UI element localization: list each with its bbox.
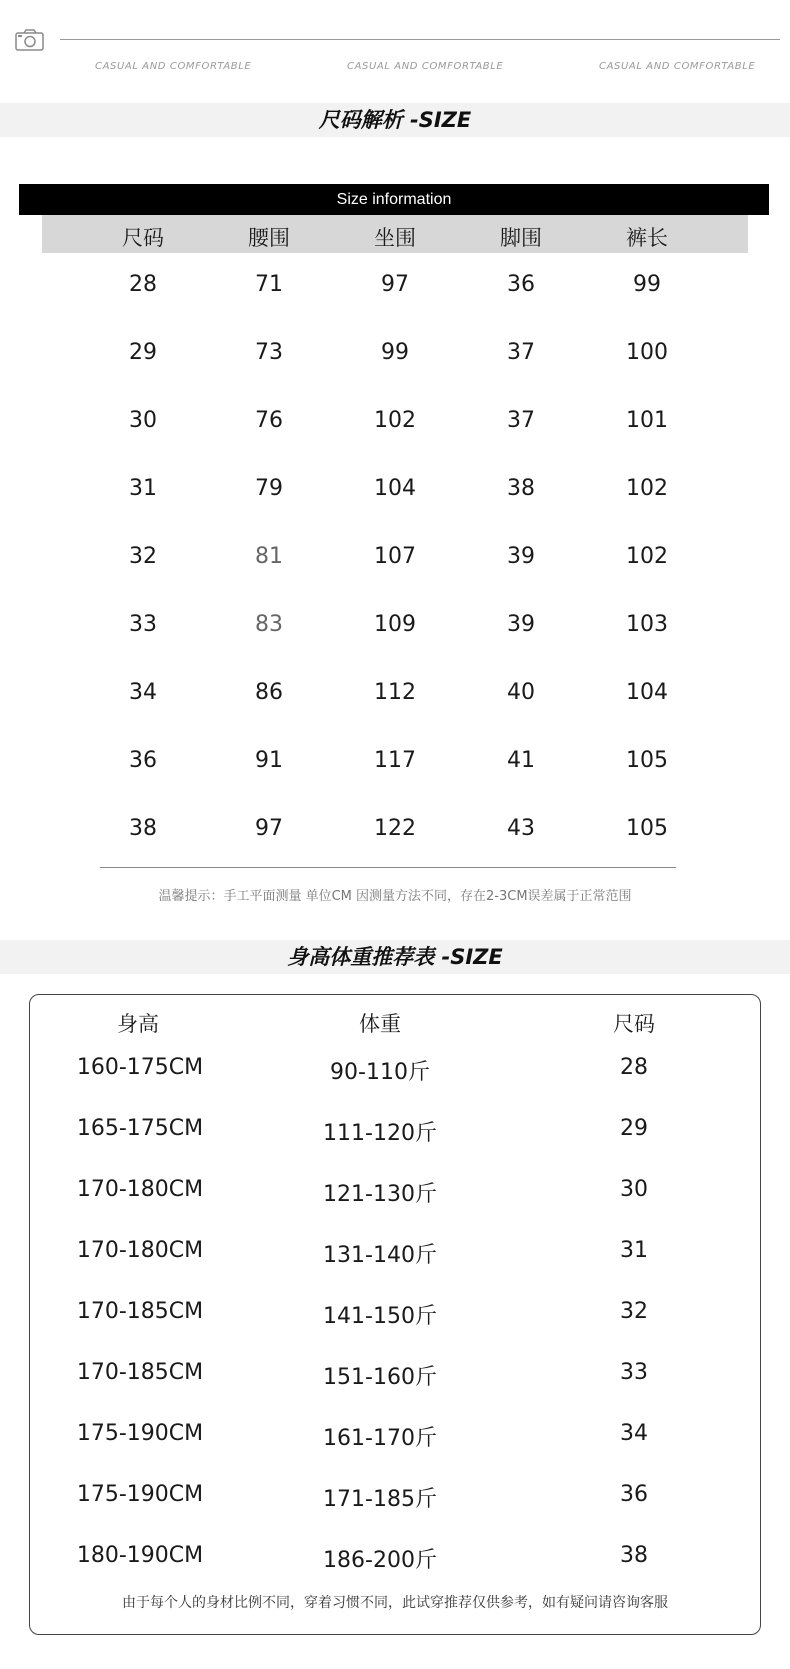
rec-cell-weight: 151-160斤 [323,1365,437,1390]
rec-cell-size: 34 [620,1421,648,1446]
size-cell-hip: 102 [374,408,416,433]
size-cell-size: 29 [129,340,157,365]
size-section-title: 尺码解析 -SIZE [0,103,790,137]
size-cell-hem: 38 [507,476,535,501]
rec-cell-size: 29 [620,1116,648,1141]
size-cell-hip: 112 [374,680,416,705]
size-cell-size: 33 [129,612,157,637]
size-cell-hip: 107 [374,544,416,569]
rec-cell-height: 170-185CM [76,1299,204,1324]
rec-cell-height: 180-190CM [76,1543,204,1568]
size-cell-size: 38 [129,816,157,841]
size-cell-waist: 81 [255,544,283,569]
header-hem: 脚围 [500,226,542,250]
rec-cell-weight: 186-200斤 [323,1548,437,1573]
size-cell-waist: 86 [255,680,283,705]
size-cell-waist: 73 [255,340,283,365]
size-cell-hip: 122 [374,816,416,841]
rec-cell-weight: 111-120斤 [323,1121,437,1146]
rec-cell-height: 170-180CM [76,1177,204,1202]
rec-cell-weight: 90-110斤 [330,1060,430,1085]
size-cell-waist: 76 [255,408,283,433]
size-cell-hem: 39 [507,544,535,569]
rec-cell-size: 33 [620,1360,648,1385]
size-cell-size: 32 [129,544,157,569]
size-cell-waist: 83 [255,612,283,637]
rec-cell-height: 165-175CM [76,1116,204,1141]
rec-cell-size: 28 [620,1055,648,1080]
recommend-section-title: 身高体重推荐表 -SIZE [0,940,790,974]
rec-cell-weight: 141-150斤 [323,1304,437,1329]
top-divider [60,39,780,40]
camera-icon [15,28,45,52]
size-cell-length: 101 [626,408,668,433]
size-cell-length: 105 [626,748,668,773]
size-cell-length: 104 [626,680,668,705]
header-hip: 坐围 [374,226,416,250]
rec-cell-weight: 171-185斤 [323,1487,437,1512]
rec-cell-size: 38 [620,1543,648,1568]
header-rec-size: 尺码 [613,1012,655,1036]
rec-cell-height: 175-190CM [76,1482,204,1507]
size-cell-length: 102 [626,476,668,501]
size-cell-hem: 40 [507,680,535,705]
rec-cell-size: 32 [620,1299,648,1324]
size-cell-hip: 97 [381,272,409,297]
recommend-note: 由于每个人的身材比例不同，穿着习惯不同，此试穿推荐仅供参考，如有疑问请咨询客服 [122,1595,668,1611]
size-cell-length: 103 [626,612,668,637]
size-table-divider [100,867,676,868]
size-cell-hem: 41 [507,748,535,773]
size-cell-hem: 36 [507,272,535,297]
size-cell-length: 100 [626,340,668,365]
tagline: CASUAL AND COMFORTABLE [347,61,504,72]
rec-cell-height: 175-190CM [76,1421,204,1446]
rec-cell-height: 160-175CM [76,1055,204,1080]
size-cell-hem: 39 [507,612,535,637]
rec-cell-height: 170-180CM [76,1238,204,1263]
size-cell-length: 99 [633,272,661,297]
rec-cell-size: 31 [620,1238,648,1263]
size-cell-size: 30 [129,408,157,433]
rec-cell-weight: 121-130斤 [323,1182,437,1207]
size-cell-length: 105 [626,816,668,841]
size-cell-waist: 71 [255,272,283,297]
header-waist: 腰围 [248,226,290,250]
size-cell-size: 36 [129,748,157,773]
size-cell-hem: 37 [507,408,535,433]
tagline: CASUAL AND COMFORTABLE [95,61,252,72]
size-cell-length: 102 [626,544,668,569]
rec-cell-size: 36 [620,1482,648,1507]
header-size: 尺码 [122,226,164,250]
tagline: CASUAL AND COMFORTABLE [599,61,756,72]
size-cell-hip: 99 [381,340,409,365]
rec-cell-height: 170-185CM [76,1360,204,1385]
size-cell-hem: 43 [507,816,535,841]
size-cell-hip: 104 [374,476,416,501]
header-height: 身高 [117,1012,159,1036]
size-cell-hip: 109 [374,612,416,637]
size-note: 温馨提示：手工平面测量 单位CM 因测量方法不同，存在2-3CM误差属于正常范围 [158,889,632,904]
size-cell-size: 34 [129,680,157,705]
rec-cell-size: 30 [620,1177,648,1202]
rec-cell-weight: 161-170斤 [323,1426,437,1451]
header-weight: 体重 [359,1012,401,1036]
size-cell-hip: 117 [374,748,416,773]
size-cell-size: 28 [129,272,157,297]
size-table-title: Size information [19,184,769,215]
size-cell-size: 31 [129,476,157,501]
size-cell-waist: 79 [255,476,283,501]
size-cell-waist: 91 [255,748,283,773]
size-cell-hem: 37 [507,340,535,365]
rec-cell-weight: 131-140斤 [323,1243,437,1268]
header-length: 裤长 [626,226,668,250]
size-cell-waist: 97 [255,816,283,841]
